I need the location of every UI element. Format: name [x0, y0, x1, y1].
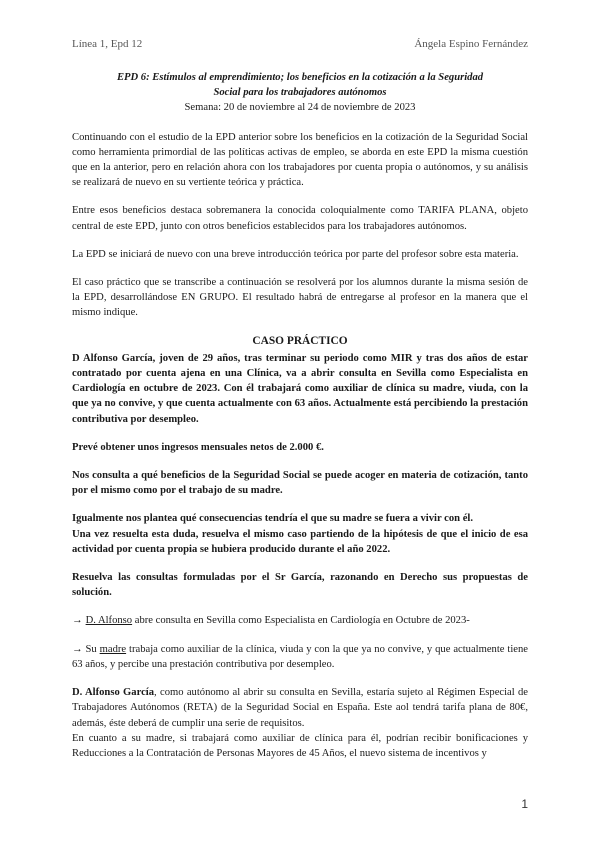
case-statement: D Alfonso García, joven de 29 años, tras terminar su periodo como MIR y tras dos años de estar contratado por cuenta ajena en una Clínica, va a abrir consulta en Sevilla como Especialista en Cardiología en octubre de 2023. Con él trabajará como auxiliar de clínica su madre, viuda, con la que ya no convive, y que cuenta actualmente con 63 años. Actualmente está percibiendo la prestación contributiva por desempleo. [72, 352, 528, 425]
answer-point-2-text: trabaja como auxiliar de la clínica, viuda y con la que ya no convive, y que actualmente tiene 63 años, y percibe una prestación contributiva por desempleo. [72, 643, 528, 670]
intro-paragraph-3: La EPD se iniciará de nuevo con una breve introducción teórica por parte del profesor sobre esta materia. [72, 248, 519, 260]
page-number: 1 [521, 797, 528, 811]
intro-paragraph-4: El caso práctico que se transcribe a continuación se resolverá por los alumnos durante la misma sesión de la EPD, desarrollándose EN GRUPO. El resultado habrá de entregarse al profesor en la manera que el mismo indique. [72, 277, 528, 319]
answer-point-1-text: abre consulta en Sevilla como Especialista en Cardiología en Octubre de 2023- [132, 615, 470, 627]
arrow-right-icon: → [72, 615, 83, 627]
answer-point-1 [72, 613, 528, 628]
answer-word-madre: madre [99, 643, 127, 655]
answer-paragraph-1-text: , como autónomo al abrir su consulta en Sevilla, estaría sujeto al Régimen Especial de Trabajadores Autónomos (RETA) de la Seguridad Social en España. Este aol tendrá tarifa plana de 80€, además, éste deberá de cumplir una serie de requisitos. [72, 687, 528, 729]
answer-point-2 [72, 642, 528, 672]
answer-name-bold: D. Alfonso García [72, 687, 155, 699]
title-line-1: EPD 6: Estímulos al emprendimiento; los beneficios en la cotización a la Seguridad [116, 72, 484, 83]
header-author: Ángela Espino Fernández [414, 38, 528, 50]
answer-name-alfonso: D. Alfonso [85, 615, 133, 627]
case-heading: CASO PRÁCTICO [252, 334, 348, 347]
title-week: Semana: 20 de noviembre al 24 de noviembre de 2023 [184, 102, 416, 114]
intro-paragraph-2: Entre esos beneficios destaca sobremanera la conocida coloquialmente como TARIFA PLANA, objeto central de este EPD, junto con otros beneficios establecidos para los trabajadores autónomos. [72, 205, 528, 232]
case-question-2: Igualmente nos plantea qué consecuencias tendría el que su madre se fuera a vivir con él. [72, 513, 473, 525]
case-income: Prevé obtener unos ingresos mensuales netos de 2.000 €. [72, 441, 324, 453]
case-question-1: Nos consulta a qué beneficios de la Seguridad Social se puede acoger en materia de cotización, tanto por el mismo como por el trabajo de su madre. [72, 470, 528, 497]
document-body [72, 70, 528, 774]
arrow-right-icon: → [72, 643, 83, 655]
intro-paragraph-1: Continuando con el estudio de la EPD anterior sobre los beneficios en la cotización de la Seguridad Social como herramienta primordial de las políticas activas de empleo, se aborda en este EPD la misma cuestión que en la anterior, pero en relación ahora con los trabajadores por cuenta propia o autónomos, y su análisis se realizará de nuevo en su vertiente teórica y práctica. [72, 131, 528, 189]
answer-paragraph-2: En cuanto a su madre, si trabajará como auxiliar de clínica para él, podrían recibir bonificaciones y Reducciones a la Contratación de Personas Mayores de 45 Años, el nuevo sistema de incentivos y [72, 732, 528, 759]
document-title [72, 70, 528, 116]
answer-paragraph-1 [72, 685, 528, 731]
title-line-2: Social para los trabajadores autónomos [213, 87, 387, 99]
case-question-3: Una vez resuelta esta duda, resuelva el mismo caso partiendo de la hipótesis de que el inicio de esa actividad por cuenta propia se hubiera producido durante el año 2022. [72, 528, 528, 555]
header-course: Línea 1, Epd 12 [72, 38, 143, 50]
answer-point-2-pre: Su [82, 643, 100, 655]
case-instruction: Resuelva las consultas formuladas por el Sr García, razonando en Derecho sus propuestas de solución. [72, 572, 528, 599]
